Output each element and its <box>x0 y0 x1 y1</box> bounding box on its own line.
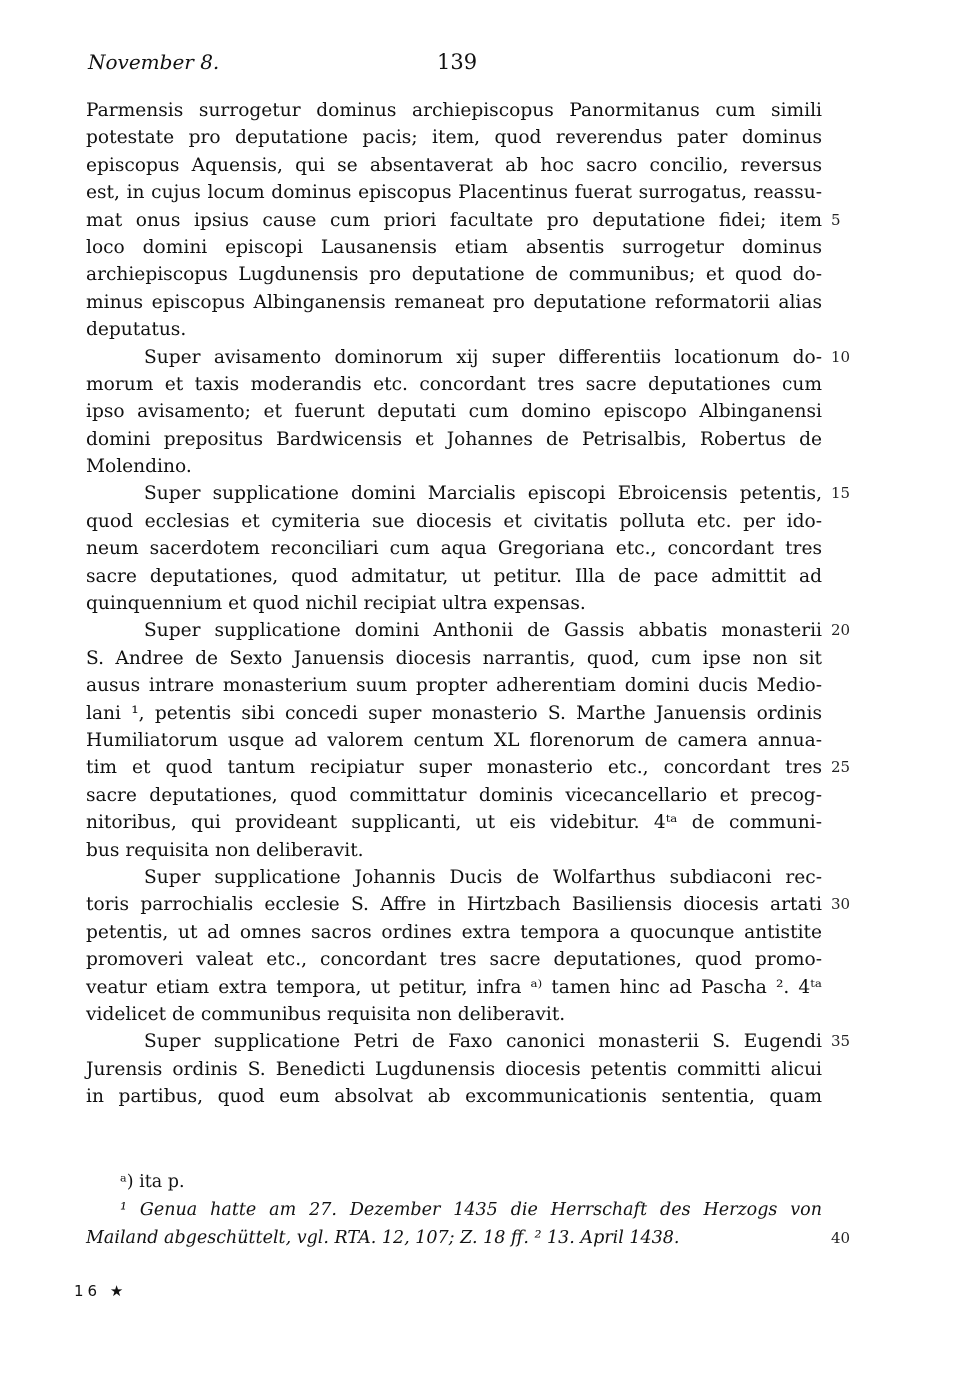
text-line: mat onus ipsius cause cum priori facultate pro deputatione fidei; item 5 <box>86 207 822 234</box>
text-line: S. Andree de Sexto Januensis diocesis narrantis, quod, cum ipse non sit <box>86 647 822 669</box>
line-number: 40 <box>831 1229 851 1247</box>
line-number: 10 <box>831 347 851 366</box>
text-line: est, in cujus locum dominus episcopus Placentinus fuerat surrogatus, reassu- <box>86 182 822 204</box>
text-line: quod ecclesias et cymiteria sue diocesis et civitatis polluta etc. per ido- <box>86 510 822 532</box>
text-line: morum et taxis moderandis etc. concordant tres sacre deputationes cum <box>86 373 822 395</box>
paragraph-start: Super supplicatione domini Anthonii de Gassis abbatis monasterii 20 <box>86 617 822 644</box>
text-line: tim et quod tantum recipiatur super monasterio etc., concordant tres 25 <box>86 754 822 781</box>
line-number: 30 <box>831 895 851 914</box>
line-number: 25 <box>831 758 851 777</box>
text-line: lani ¹, petentis sibi concedi super monasterio S. Marthe Januensis ordinis <box>86 702 822 724</box>
footnote-1: ¹ Genua hatte am 27. Dezember 1435 die Herrschaft des Herzogs von <box>120 1200 822 1220</box>
line-number: 5 <box>831 210 841 229</box>
text-line: bus requisita non deliberavit. <box>86 839 364 861</box>
text-line: quinquennium et quod nichil recipiat ultra expensas. <box>86 593 586 615</box>
text-line: petentis, ut ad omnes sacros ordines extra tempora a quocunque antistite <box>86 921 822 943</box>
text-line: domini prepositus Bardwicensis et Johannes de Petrisalbis, Robertus de <box>86 428 822 450</box>
running-head: November 8. <box>88 50 220 74</box>
paragraph-start: Super supplicatione Petri de Faxo canonici monasterii S. Eugendi 35 <box>86 1028 822 1055</box>
text-line: in partibus, quod eum absolvat ab excommunicationis sententia, quam <box>86 1086 822 1108</box>
text-line: episcopus Aquensis, qui se absentaverat ab hoc sacro concilio, reversus <box>86 154 822 176</box>
text-line: ausus intrare monasterium suum propter adherentiam domini ducis Medio- <box>86 675 822 697</box>
text-line: sacre deputationes, quod committatur dominis vicecancellario et precog- <box>86 784 822 806</box>
text-line: Parmensis surrogetur dominus archiepiscopus Panormitanus cum simili <box>86 100 822 121</box>
footnotes <box>86 1168 851 1252</box>
text-line: deputatus. <box>86 319 187 341</box>
body-text <box>86 97 851 1110</box>
line-number: 35 <box>831 1032 851 1051</box>
text-line: veatur etiam extra tempora, ut petitur, infra ᵃ⁾ tamen hinc ad Pascha ². 4ᵗᵃ <box>86 976 822 998</box>
printer-signature: 16 ★ <box>74 1282 128 1300</box>
text-line: toris parrochialis ecclesie S. Affre in Hirtzbach Basiliensis diocesis artati 30 <box>86 891 822 918</box>
text-line: promoveri valeat etc., concordant tres sacre deputationes, quod promo- <box>86 949 822 971</box>
footnote-1-continued: Mailand abgeschüttelt, vgl. RTA. 12, 107; Z. 18 ff. ² 13. April 1438. 40 <box>86 1224 822 1252</box>
text-line: nitoribus, qui provideant supplicanti, ut eis videbitur. 4ᵗᵃ de communi- <box>86 812 822 834</box>
text-line: neum sacerdotem reconciliari cum aqua Gregoriana etc., concordant tres <box>86 538 822 560</box>
text-line: ipso avisamento; et fuerunt deputati cum domino episcopo Albinganensi <box>86 401 822 423</box>
text-line: sacre deputationes, quod admitatur, ut petitur. Illa de pace admittit ad <box>86 565 822 587</box>
text-line: Molendino. <box>86 456 192 478</box>
line-number: 15 <box>831 484 851 503</box>
text-line: Humiliatorum usque ad valorem centum XL florenorum de camera annua- <box>86 729 822 751</box>
text-line: potestate pro deputatione pacis; item, quod reverendus pater dominus <box>86 127 822 149</box>
text-line: Jurensis ordinis S. Benedicti Lugdunensis diocesis petentis committi alicui <box>86 1058 822 1080</box>
footnote-a: ᵃ) ita p. <box>120 1172 185 1192</box>
text-line: videlicet de communibus requisita non deliberavit. <box>86 1003 566 1025</box>
page-number: 139 <box>437 50 478 74</box>
text-line: loco domini episcopi Lausanensis etiam absentis surrogetur dominus <box>86 236 822 258</box>
paragraph-start: Super avisamento dominorum xij super differentiis locationum do- 10 <box>86 344 822 371</box>
paragraph-start: Super supplicatione domini Marcialis episcopi Ebroicensis petentis, 15 <box>86 480 822 507</box>
line-number: 20 <box>831 621 851 640</box>
paragraph-start: Super supplicatione Johannis Ducis de Wolfarthus subdiaconi rec- <box>144 866 822 888</box>
text-line: archiepiscopus Lugdunensis pro deputatione de communibus; et quod do- <box>86 264 822 286</box>
text-line: minus episcopus Albinganensis remaneat pro deputatione reformatorii alias <box>86 291 822 313</box>
